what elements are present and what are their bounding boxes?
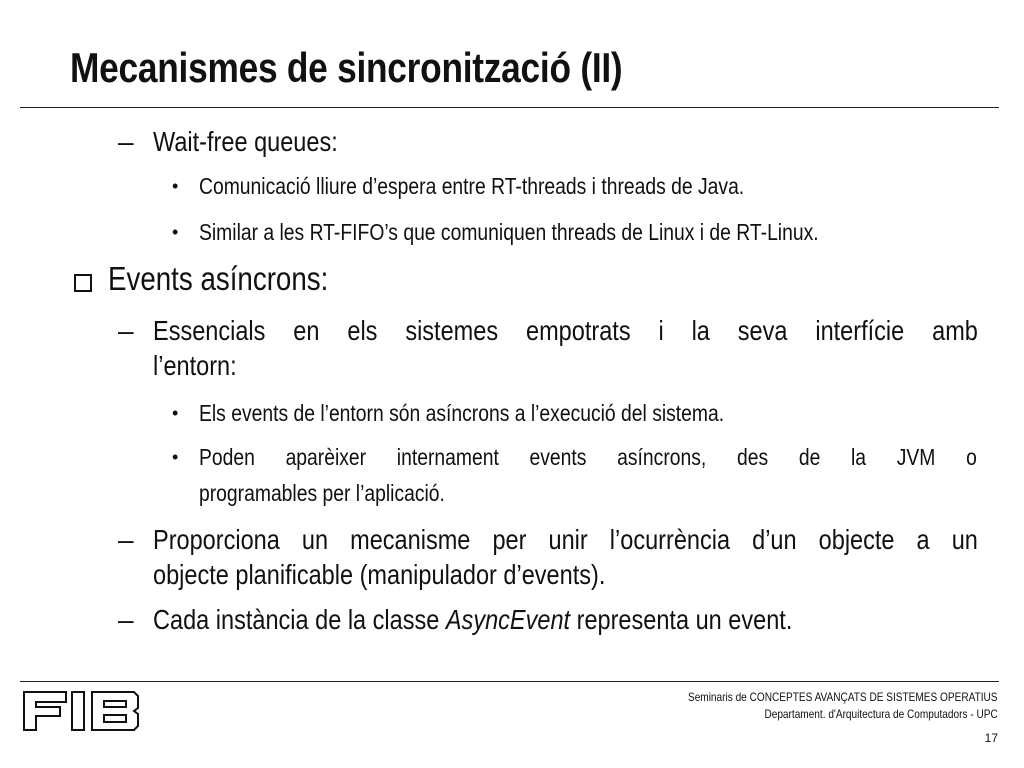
- list-item: Wait-free queues:: [153, 126, 338, 157]
- fib-logo: [22, 690, 140, 732]
- list-item-line: Essencials en els sistemes empotrats i la seva interfície amb: [153, 315, 978, 346]
- square-bullet-icon: [74, 274, 92, 292]
- list-item-line: objecte planificable (manipulador d’events).: [153, 559, 606, 590]
- list-item-line: Proporciona un mecanisme per unir l’ocurrència d’un objecte a un: [153, 524, 978, 555]
- section-heading: Events asíncrons:: [108, 260, 329, 297]
- dash-marker: –: [118, 126, 134, 157]
- list-item: Similar a les RT-FIFO’s que comuniquen threads de Linux i de RT-Linux.: [199, 219, 819, 245]
- title-divider: [20, 107, 999, 108]
- bullet-marker: •: [172, 176, 179, 196]
- page-number: 17: [984, 731, 998, 745]
- list-item: Comunicació lliure d’espera entre RT-threads i threads de Java.: [199, 173, 745, 199]
- list-item: Els events de l’entorn són asíncrons a l’execució del sistema.: [199, 400, 725, 426]
- footer-divider: [20, 681, 999, 682]
- bullet-marker: •: [172, 447, 179, 467]
- list-item-line: l’entorn:: [153, 350, 237, 381]
- list-item-line: Poden aparèixer internament events asíncrons, des de la JVM o: [199, 444, 977, 470]
- dash-marker: –: [118, 524, 134, 555]
- list-item-line: programables per l’aplicació.: [199, 480, 445, 506]
- footer-department: Departament. d'Arquitectura de Computadors - UPC: [764, 707, 998, 721]
- list-item: Cada instància de la classe AsyncEvent representa un event.: [153, 604, 793, 635]
- bullet-marker: •: [172, 222, 179, 242]
- slide-title: Mecanismes de sincronització (II): [70, 44, 623, 91]
- class-name: AsyncEvent: [445, 604, 571, 635]
- footer-course: Seminaris de CONCEPTES AVANÇATS DE SISTEMES OPERATIUS: [688, 690, 998, 704]
- dash-marker: –: [118, 604, 134, 635]
- bullet-marker: •: [172, 403, 179, 423]
- dash-marker: –: [118, 315, 134, 346]
